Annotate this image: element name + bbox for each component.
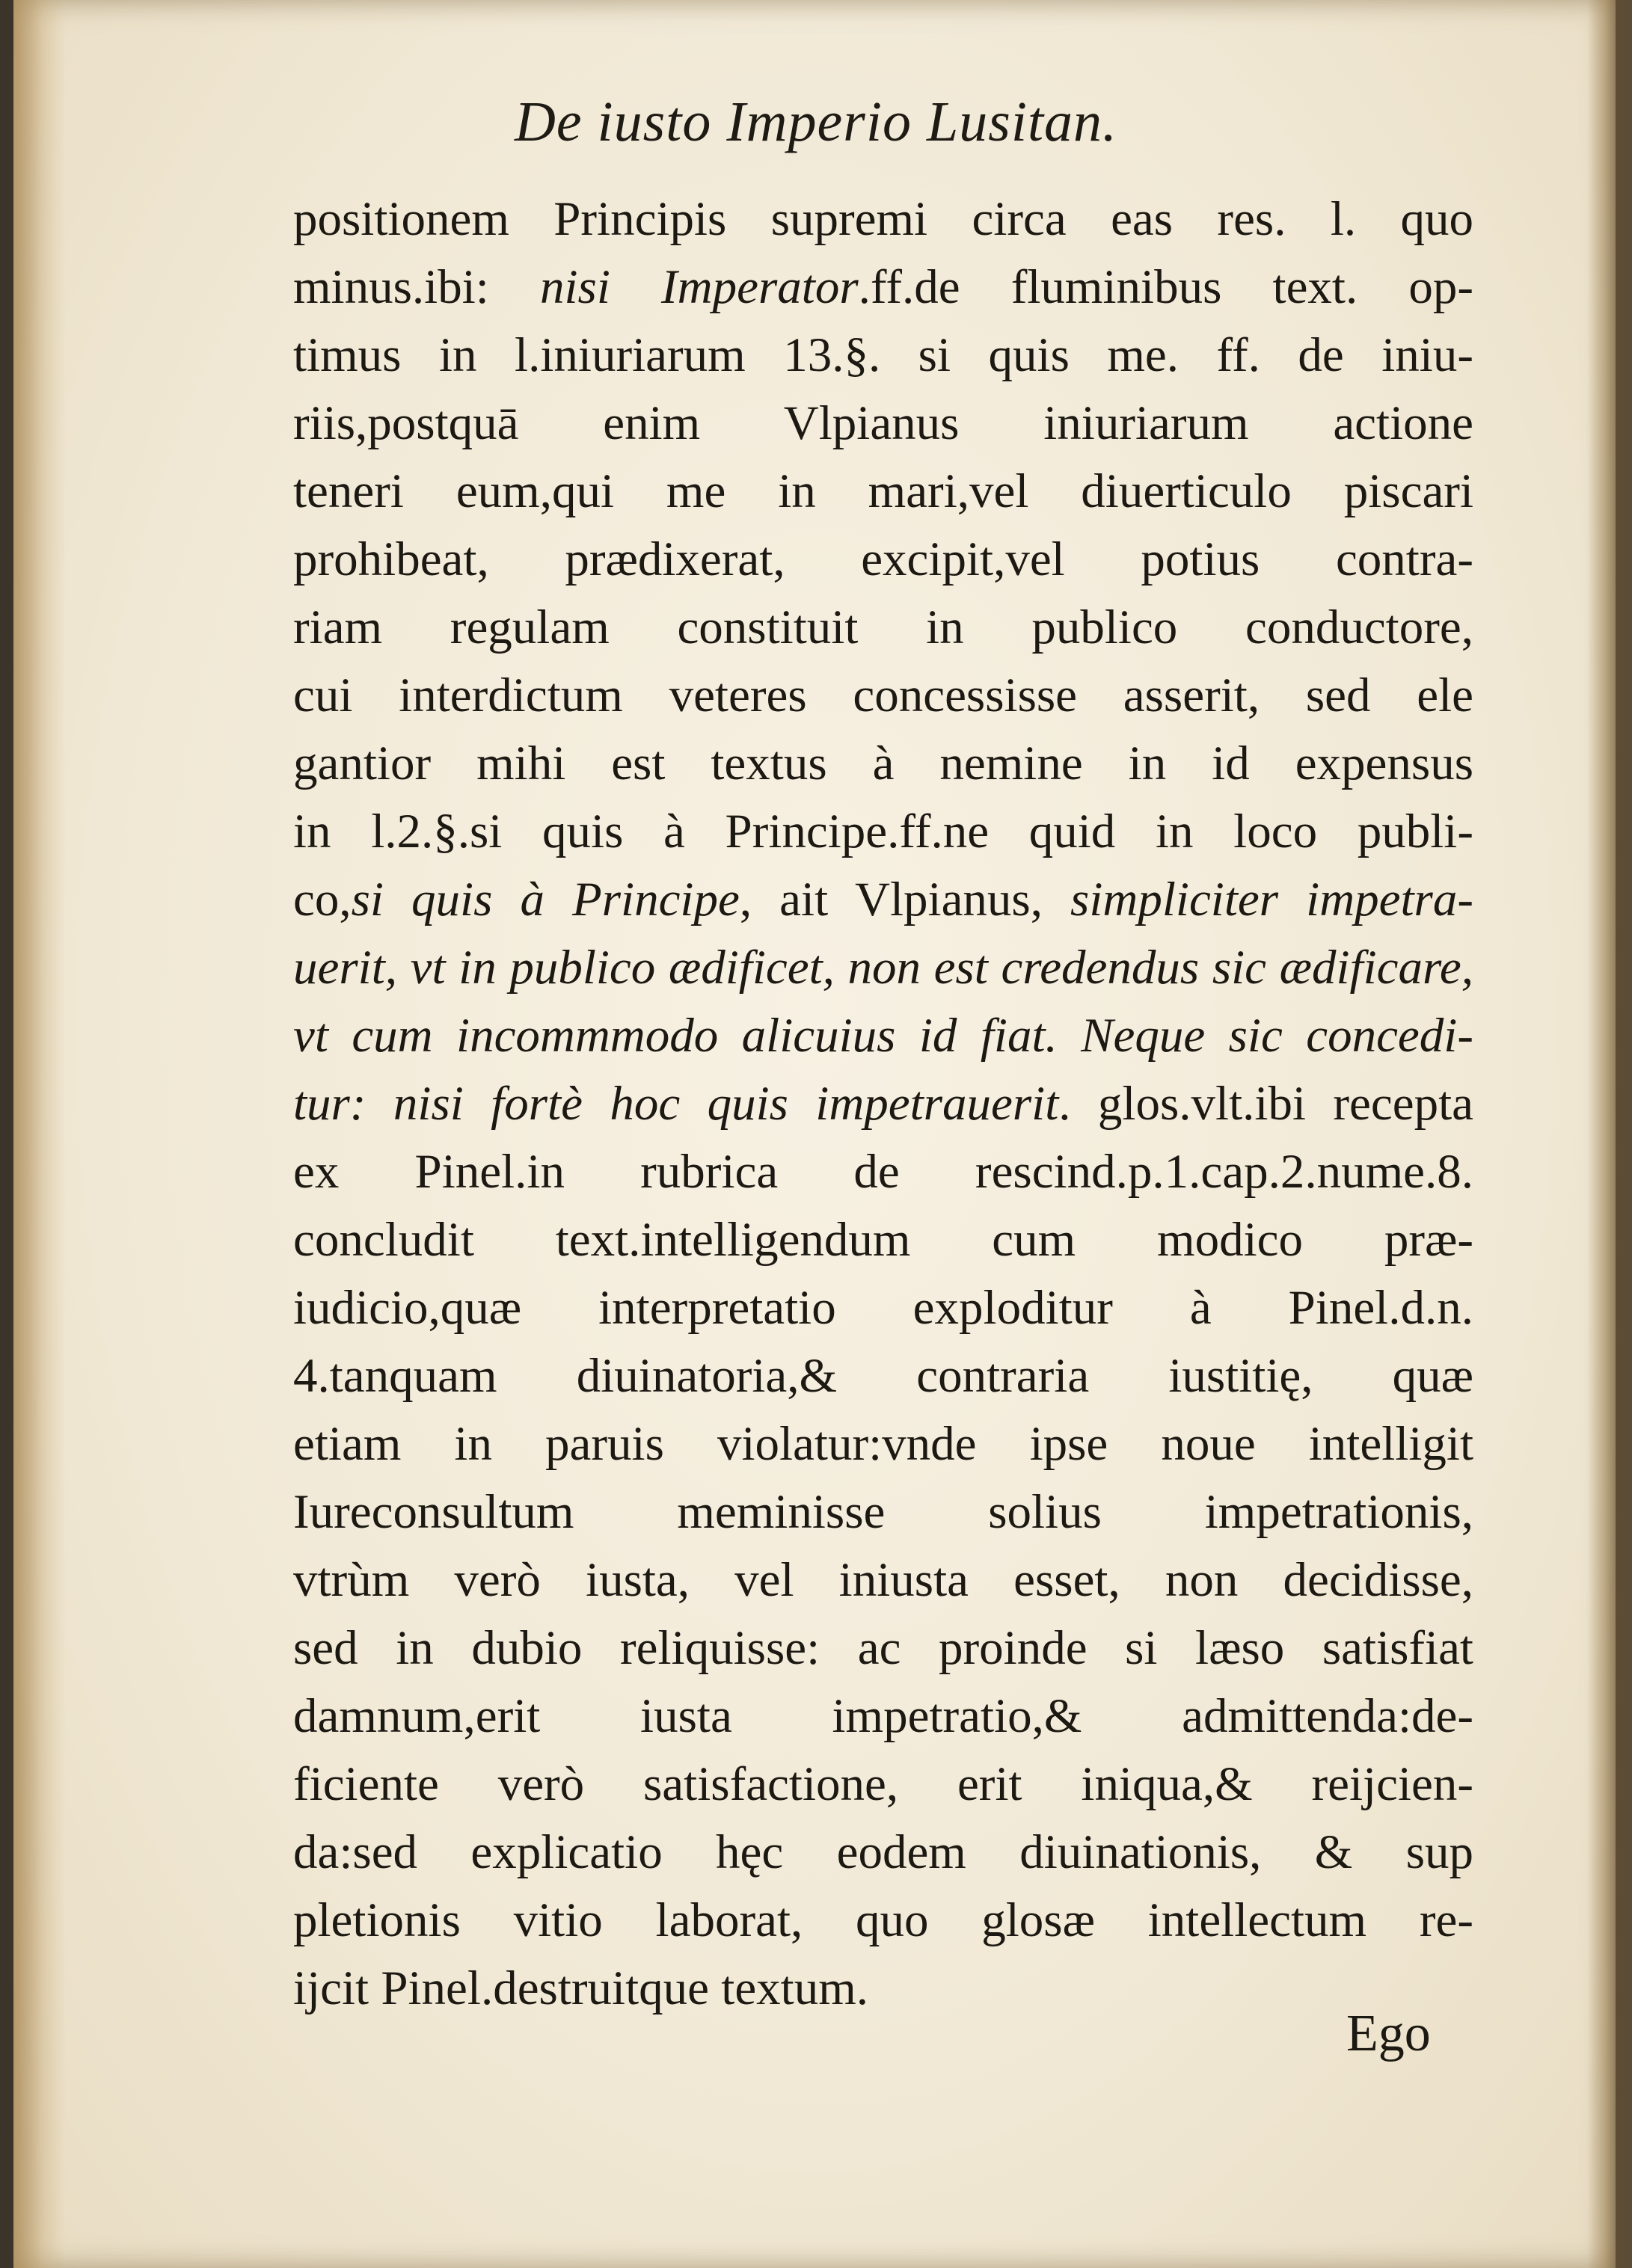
page-edge (1587, 0, 1632, 2268)
text-line (293, 1070, 1473, 1138)
text-line (293, 1887, 1473, 1955)
roman-segment: vtrùm verò iusta, vel iniusta esset, non decidisse, (293, 1553, 1473, 1607)
italic-segment: simpliciter impetra- (1070, 873, 1473, 926)
roman-segment: etiam in paruis violatur:vnde ipse noue intelligit (293, 1417, 1473, 1471)
text-line (293, 1410, 1473, 1478)
roman-segment: pletionis vitio laborat, quo glosæ intellectum re- (293, 1893, 1473, 1947)
roman-segment: gantior mihi est textus à nemine in id expensus (293, 737, 1473, 790)
roman-segment: ficiente verò satisfactione, erit iniqua,& reijcien- (293, 1757, 1473, 1811)
text-line (293, 458, 1473, 526)
text-line (293, 1546, 1473, 1614)
italic-segment: uerit, vt in publico ædificet, non est credendus sic ædificare, (293, 941, 1473, 995)
running-head: De iusto Imperio Lusitan. (514, 90, 1118, 153)
roman-segment: timus in l.iniuriarum 13.§. si quis me. ff. de iniu- (293, 328, 1473, 382)
roman-segment: co, (293, 873, 352, 926)
text-line (293, 1206, 1473, 1274)
text-line (293, 1614, 1473, 1682)
roman-segment: Iureconsultum meminisse solius impetrationis, (293, 1485, 1473, 1539)
roman-segment: . glos.vlt.ibi recepta (1058, 1077, 1473, 1131)
text-line (293, 662, 1473, 730)
body-text (293, 185, 1473, 2023)
text-line (293, 390, 1473, 458)
roman-segment: prohibeat, prædixerat, excipit,vel potius contra- (293, 532, 1473, 586)
text-line (293, 1002, 1473, 1070)
roman-segment: riis,postquā enim Vlpianus iniuriarum actione (293, 396, 1473, 450)
roman-segment: concludit text.intelligendum cum modico præ- (293, 1213, 1473, 1267)
text-line (293, 1955, 1473, 2023)
italic-segment: tur: nisi fortè hoc quis impetrauerit (293, 1077, 1059, 1131)
roman-segment: 4.tanquam diuinatoria,& contraria iustitię, quæ (293, 1349, 1473, 1403)
roman-segment: positionem Principis supremi circa eas res. l. quo (293, 192, 1473, 246)
text-line (293, 526, 1473, 594)
text-line (293, 594, 1473, 662)
roman-segment: teneri eum,qui me in mari,vel diuerticulo piscari (293, 464, 1473, 518)
text-line (293, 1478, 1473, 1546)
text-line (293, 1138, 1473, 1206)
text-line (293, 1342, 1473, 1410)
italic-segment: nisi Imperator (539, 260, 859, 314)
roman-segment: ijcit Pinel.destruitque textum. (293, 1961, 869, 2015)
text-line (293, 1682, 1473, 1751)
roman-segment: in l.2.§.si quis à Principe.ff.ne quid in loco publi- (293, 805, 1473, 858)
text-line (293, 185, 1473, 253)
text-line (293, 1751, 1473, 1819)
roman-segment: sed in dubio reliquisse: ac proinde si læso satisfiat (293, 1621, 1473, 1675)
roman-segment: riam regulam constituit in publico conductore, (293, 600, 1473, 654)
roman-segment: da:sed explicatio hęc eodem diuinationis, & sup (293, 1825, 1473, 1879)
italic-segment: si quis à Principe (351, 873, 740, 926)
gutter-stain (13, 0, 66, 2268)
text-line (293, 730, 1473, 798)
roman-segment: iudicio,quæ interpretatio exploditur à Pinel.d.n. (293, 1281, 1473, 1335)
text-line (293, 253, 1473, 322)
text-line (293, 322, 1473, 390)
text-line (293, 934, 1473, 1002)
roman-segment: damnum,erit iusta impetratio,& admittenda:de- (293, 1689, 1473, 1743)
text-line (293, 1819, 1473, 1887)
roman-segment: minus.ibi: (293, 260, 540, 314)
roman-segment: ex Pinel.in rubrica de rescind.p.1.cap.2.nume.8. (293, 1145, 1473, 1199)
roman-segment: , ait Vlpianus, (739, 873, 1071, 926)
roman-segment: .ff.de fluminibus text. op- (858, 260, 1473, 314)
text-line (293, 1274, 1473, 1342)
text-line (293, 866, 1473, 934)
italic-segment: vt cum incommmodo alicuius id fiat. Neque sic concedi- (293, 1009, 1473, 1063)
catchword: Ego (1346, 2005, 1431, 2062)
roman-segment: cui interdictum veteres concessisse asserit, sed ele (293, 669, 1473, 722)
text-line (293, 798, 1473, 866)
